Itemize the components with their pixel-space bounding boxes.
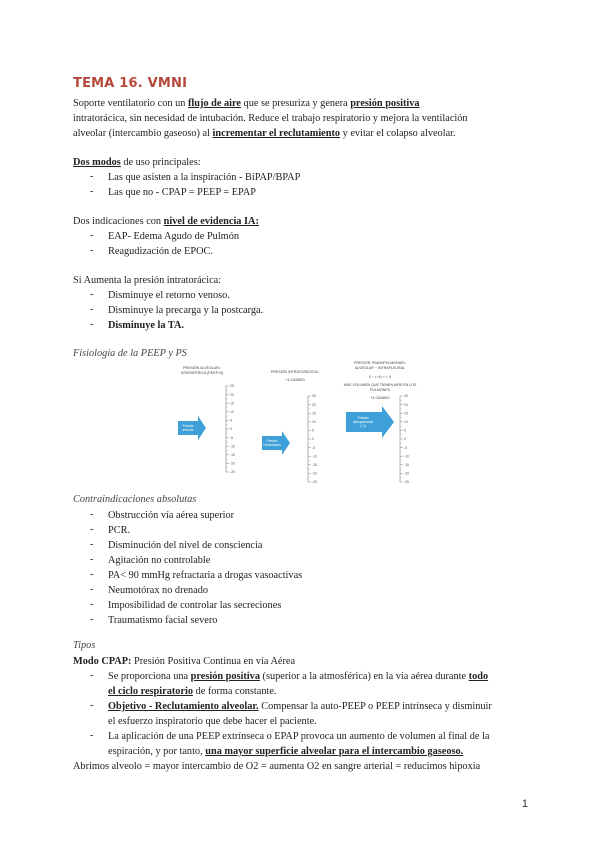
scale-tick-label: -5 [404, 445, 408, 450]
tipos-b2-line2: el esfuerzo inspiratorio que debe hacer el paciente. [108, 716, 317, 727]
final-line: Abrimos alveolo = mayor intercambio de O2 = aumenta O2 en sangre arterial = reducimos hipoxia [73, 761, 481, 772]
pressure-scale-2 [308, 394, 317, 484]
list-item: Traumatismo facial severo [108, 615, 218, 626]
scale-tick-label: -15 [230, 453, 235, 457]
list-item: Disminuye el retorno venoso. [108, 290, 230, 301]
scale-tick-label: 15 [230, 401, 234, 406]
caption-3c: 0 − (−4) = + 4 [369, 375, 391, 379]
arrow-1-label-b: alveolar [182, 428, 194, 432]
arrow-3-label-c: (+4) [360, 424, 366, 428]
fisiologia-heading: Fisiología de la PEEP y PS [73, 348, 187, 359]
caption-3a: PRESIÓN TRANSPULMONAR= [354, 361, 406, 365]
text: (superior a la atmosférica) en la vía aérea durante [259, 671, 469, 682]
scale-tick-label: -10 [404, 454, 409, 459]
list-item: Neumotórax no drenado [108, 585, 209, 596]
scale-tick-label: 10 [312, 420, 316, 424]
text: de forma constante. [193, 686, 277, 697]
list-item: Disminución del nivel de consciencia [108, 540, 263, 551]
modo-cpap-bold: Modo CPAP: [73, 656, 132, 667]
scale-tick-label: -5 [230, 435, 234, 440]
scale-tick-label: 5 [404, 428, 406, 433]
contraindicaciones-heading: Contraindicaciones absolutas [73, 494, 197, 505]
bullet-dash: - [90, 670, 94, 681]
scale-tick-label: -20 [312, 471, 317, 476]
modos-heading [73, 155, 201, 171]
scale-tick-label: 25 [312, 394, 316, 399]
pressure-scale-3 [400, 394, 409, 484]
caption-3e: PULMONES [369, 388, 391, 392]
modo-cpap-line [73, 654, 295, 670]
scale-tick-label: -10 [312, 454, 317, 459]
scale-tick-label: 25 [230, 384, 234, 389]
list-item: PCR. [108, 525, 131, 536]
scale-tick-label: 20 [230, 392, 234, 397]
tipos-b2-line1 [108, 699, 492, 715]
arrow-3-label-b: transpulmonar [352, 420, 374, 424]
bold-text: Disminuye la TA. [108, 320, 184, 331]
scale-tick-label: 15 [404, 411, 408, 416]
indicaciones-bold: nivel de evidencia IA: [163, 216, 259, 227]
modos-text: de uso principales: [120, 157, 201, 168]
tipos-b3-line2 [108, 744, 463, 760]
pressure-scale-1 [226, 384, 235, 474]
list-item: Agitación no controlable [108, 555, 211, 566]
scale-tick-label: -20 [404, 471, 409, 476]
tipos-heading: Tipos [73, 640, 96, 651]
arrow-1 [178, 416, 206, 440]
bullet-dash: - [90, 289, 94, 300]
caption-1a: PRESIÓN ALVEOLAR= [183, 366, 221, 370]
arrow-2-label-a: Presión [266, 439, 278, 443]
intro-line-1 [73, 96, 420, 112]
scale-tick-label: 20 [312, 402, 316, 407]
bold-text: Objetivo - Reclutamiento alveolar. [108, 701, 259, 712]
intro-bold-flujo: flujo de aire [187, 98, 241, 109]
text: Se proporciona una [108, 671, 191, 682]
arrow-1-label-a: Presión [182, 424, 194, 428]
bullet-dash: - [90, 524, 94, 535]
intro-text: y evitar el colapso alveolar. [340, 128, 456, 139]
bullet-dash: - [90, 245, 94, 256]
arrow-3 [346, 406, 394, 438]
scale-tick-label: -15 [404, 463, 409, 467]
caption-2b: +4 CAMBIO [285, 378, 305, 382]
arrow-2-label-b: intratorácica [263, 443, 281, 447]
page-number: 1 [521, 798, 528, 810]
arrow-2 [262, 431, 290, 455]
bold-text: presión positiva [190, 671, 260, 682]
page-title: TEMA 16. VMNI [73, 76, 188, 91]
bullet-dash: - [90, 700, 94, 711]
tipos-b3-line1: La aplicación de una PEEP extrínseca o EPAP provoca un aumento de volumen al final de la [108, 731, 490, 742]
bullet-dash: - [90, 569, 94, 580]
scale-tick-label: 10 [230, 410, 234, 414]
arrow-3-label-a: Presión [357, 416, 369, 420]
bullet-dash: - [90, 230, 94, 241]
peep-ps-diagram [160, 356, 460, 486]
list-item: Las que asisten a la inspiración - BiPAP/BPAP [108, 172, 301, 183]
text: Compensar la auto-PEEP o PEEP intrínseca y disminuir [258, 701, 492, 712]
bullet-dash: - [90, 319, 94, 330]
list-item: Disminuye la precarga y la postcarga. [108, 305, 264, 316]
scale-tick-label: 0 [404, 437, 406, 442]
scale-tick-label: -25 [404, 480, 409, 485]
tipos-b1-line1 [108, 669, 488, 685]
list-item: Reagudización de EPOC. [108, 246, 213, 257]
scale-tick-label: 15 [312, 411, 316, 416]
scale-tick-label: -5 [312, 445, 316, 450]
bullet-dash: - [90, 730, 94, 741]
list-item-bold [108, 318, 184, 334]
tipos-b1-line2 [108, 684, 277, 700]
list-item: EAP- Edema Agudo de Pulmón [108, 231, 239, 242]
caption-3f: +4 CAMBIO [370, 396, 390, 400]
scale-tick-label: 5 [312, 428, 314, 433]
indicaciones-text: Dos indicaciones con [73, 216, 164, 227]
intro-bold-presion: presión positiva [350, 98, 420, 109]
efectos-heading: Si Aumenta la presión intratorácica: [73, 275, 222, 286]
scale-tick-label: 0 [312, 437, 314, 442]
text: espiración, y por tanto, [108, 746, 206, 757]
bullet-dash: - [90, 539, 94, 550]
caption-1b: ATMOSFÉRICA (PEEP=0) [180, 371, 224, 375]
bullet-dash: - [90, 599, 94, 610]
bold-text: todo [468, 671, 489, 682]
bold-text: una mayor superficie alveolar para el intercambio gaseoso. [205, 746, 464, 757]
caption-3d: MÁS VOLUMEN QUE TIENEN AIRE EN LOS [343, 383, 417, 387]
caption-2a: PRESIÓN INTRATORÁCICA= [270, 370, 320, 374]
list-item: PA< 90 mmHg refractaria a drogas vasoactivas [108, 570, 303, 581]
bullet-dash: - [90, 509, 94, 520]
modo-cpap-text: Presión Positiva Continua en vía Aérea [131, 656, 296, 667]
scale-tick-label: -20 [230, 461, 235, 466]
bullet-dash: - [90, 554, 94, 565]
bold-text: el ciclo respiratorio [108, 686, 194, 697]
scale-tick-label: 10 [404, 420, 408, 424]
scale-tick-label: -25 [230, 470, 235, 475]
bullet-dash: - [90, 614, 94, 625]
bullet-dash: - [90, 304, 94, 315]
bullet-dash: - [90, 171, 94, 182]
bullet-dash: - [90, 186, 94, 197]
scale-tick-label: 20 [404, 402, 408, 407]
scale-tick-label: -15 [312, 463, 317, 467]
indicaciones-heading [73, 214, 259, 230]
modos-bold: Dos modos [73, 157, 121, 168]
scale-tick-label: -25 [312, 480, 317, 485]
scale-tick-label: -10 [230, 444, 235, 449]
list-item: Imposibilidad de controlar las secreciones [108, 600, 282, 611]
scale-tick-label: 5 [230, 418, 232, 423]
intro-text: que se presuriza y genera [240, 98, 351, 109]
intro-bold-reclutamiento: incrementar el reclutamiento [212, 128, 341, 139]
scale-tick-label: 25 [404, 394, 408, 399]
list-item: Obstrucción vía aérea superior [108, 510, 235, 521]
bullet-dash: - [90, 584, 94, 595]
caption-3b: ALVEOLAR − INTRAPLEURAL [355, 366, 405, 370]
intro-line-2: intratorácica, sin necesidad de intubación. Reduce el trabajo respiratorio y mejora la ventilación [73, 113, 468, 124]
intro-text: alveolar (intercambio gaseoso) al [73, 128, 213, 139]
list-item: Las que no - CPAP = PEEP = EPAP [108, 187, 256, 198]
intro-line-3 [73, 126, 456, 142]
intro-text: Soporte ventilatorio con un [73, 98, 188, 109]
scale-tick-label: 0 [230, 427, 232, 432]
